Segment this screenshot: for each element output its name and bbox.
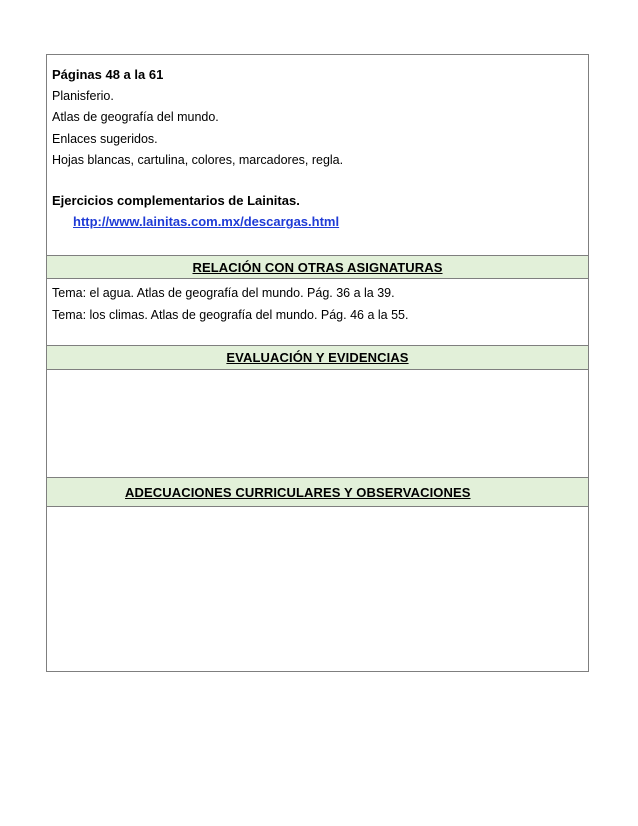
- resource-item: Atlas de geografía del mundo.: [52, 110, 219, 124]
- resource-item: Hojas blancas, cartulina, colores, marcadores, regla.: [52, 153, 344, 167]
- resource-item: Enlaces sugeridos.: [52, 131, 158, 146]
- spacer: [52, 172, 583, 190]
- evaluation-header: EVALUACIÓN Y EVIDENCIAS: [47, 345, 588, 369]
- lainitas-download-link[interactable]: http://www.lainitas.com.mx/descargas.html: [73, 214, 340, 229]
- relation-item: Tema: el agua. Atlas de geografía del mundo. Pág. 36 a la 39.: [52, 286, 395, 300]
- pages-title: Páginas 48 a la 61: [52, 67, 164, 82]
- plan-table: [46, 54, 589, 672]
- resource-item: Planisferio.: [52, 88, 114, 103]
- relation-item: Tema: los climas. Atlas de geografía del mundo. Pág. 46 a la 55.: [52, 307, 409, 322]
- link-line: [52, 211, 583, 233]
- evaluation-cell[interactable]: [47, 369, 588, 477]
- resources-cell: [47, 55, 588, 255]
- relation-cell: [47, 278, 588, 345]
- relation-header: RELACIÓN CON OTRAS ASIGNATURAS: [47, 255, 588, 278]
- adaptations-cell[interactable]: [47, 506, 588, 671]
- adaptations-header: ADECUACIONES CURRICULARES Y OBSERVACIONES: [47, 477, 588, 506]
- exercises-title: Ejercicios complementarios de Lainitas.: [52, 192, 300, 208]
